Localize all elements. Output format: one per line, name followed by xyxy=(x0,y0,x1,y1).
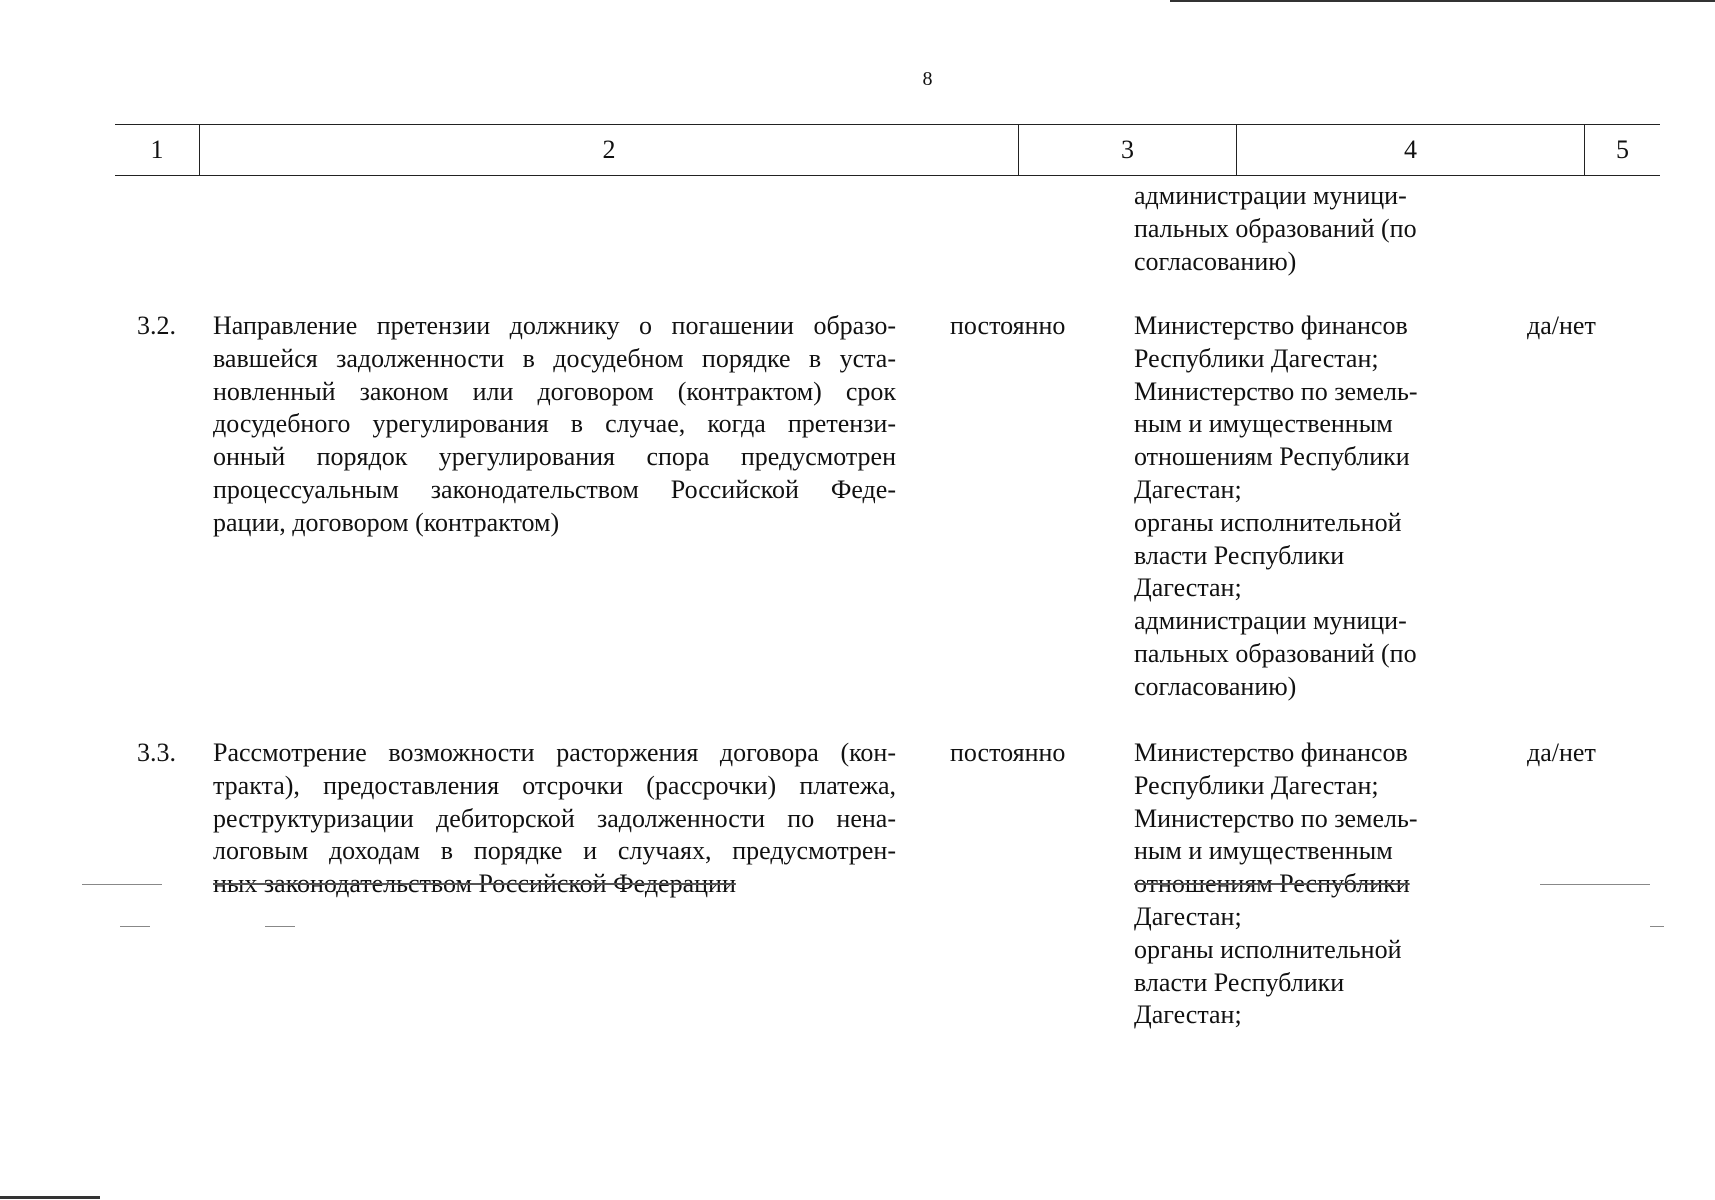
row-number: 3.3. xyxy=(137,738,176,767)
responsible-line: Министерство по земель- xyxy=(1134,803,1418,833)
description-line: новленный законом или договором (контрактом) срок xyxy=(213,376,896,406)
header-col-1: 1 xyxy=(115,125,200,175)
row-indicator: да/нет xyxy=(1527,738,1596,767)
responsible-line: Министерство по земель- xyxy=(1134,376,1418,406)
scan-artifact xyxy=(1650,926,1664,927)
description-line: рации, договором (контрактом) xyxy=(213,507,560,537)
responsible-line: администрации муници- xyxy=(1134,181,1407,210)
row-description xyxy=(213,737,896,901)
page-number: 8 xyxy=(922,68,933,90)
responsible-line: Дагестан; xyxy=(1134,474,1242,504)
row-term: постоянно xyxy=(950,311,1066,340)
row-indicator: да/нет xyxy=(1527,311,1596,340)
header-col-5: 5 xyxy=(1616,135,1629,164)
row-number: 3.2. xyxy=(137,311,176,340)
row-responsible xyxy=(1134,310,1454,704)
description-line: процессуальным законодательством Российской Феде- xyxy=(213,474,896,504)
responsible-line: Министерство финансов xyxy=(1134,738,1408,767)
responsible-line: Дагестан; xyxy=(1134,1000,1242,1030)
responsible-line: пальных образований (по xyxy=(1134,213,1417,243)
description-line: Направление претензии должнику о погашении образо- xyxy=(213,311,896,340)
responsible-line: власти Республики xyxy=(1134,540,1345,570)
responsible-line: органы исполнительной xyxy=(1134,934,1402,964)
responsible-line: согласованию) xyxy=(1134,246,1297,276)
scan-edge-bottom xyxy=(0,1196,100,1199)
description-line: логовым доходам в порядке и случаях, предусмотрен- xyxy=(213,836,896,866)
description-line: досудебного урегулирования в случае, когда претензи- xyxy=(213,409,896,439)
responsible-line: согласованию) xyxy=(1134,671,1297,701)
responsible-line: Республики Дагестан; xyxy=(1134,343,1379,373)
description-line: вавшейся задолженности в досудебном порядке в уста- xyxy=(213,343,896,373)
responsible-line: Министерство финансов xyxy=(1134,311,1408,340)
header-col-4: 4 xyxy=(1237,125,1585,175)
header-col-3: 3 xyxy=(1019,125,1237,175)
responsible-line: отношениям Республики xyxy=(1134,442,1410,472)
continuation-responsible xyxy=(1134,180,1454,278)
scan-artifact xyxy=(265,926,295,927)
responsible-line: ным и имущественным xyxy=(1134,409,1393,439)
scan-artifact xyxy=(1540,884,1650,885)
responsible-line: органы исполнительной xyxy=(1134,507,1402,537)
header-col-2: 2 xyxy=(200,125,1019,175)
description-line: тракта), предоставления отсрочки (рассрочки) платежа, xyxy=(213,770,896,800)
responsible-line: Дагестан; xyxy=(1134,573,1242,603)
responsible-line: ным и имущественным xyxy=(1134,836,1393,866)
scan-edge-top xyxy=(1170,0,1715,2)
responsible-line: отношениям Республики xyxy=(1134,869,1410,899)
table-header xyxy=(115,124,1660,176)
row-term: постоянно xyxy=(950,738,1066,767)
scan-artifact xyxy=(82,884,162,885)
row-responsible xyxy=(1134,737,1454,1032)
description-line: реструктуризации дебиторской задолженности по нена- xyxy=(213,803,896,833)
description-line: Рассмотрение возможности расторжения договора (кон- xyxy=(213,738,896,767)
responsible-line: пальных образований (по xyxy=(1134,638,1417,668)
responsible-line: власти Республики xyxy=(1134,967,1345,997)
scan-artifact xyxy=(120,926,150,927)
responsible-line: Республики Дагестан; xyxy=(1134,770,1379,800)
responsible-line: администрации муници- xyxy=(1134,606,1407,636)
responsible-line: Дагестан; xyxy=(1134,901,1242,931)
description-line: ных законодательством Российской Федерации xyxy=(213,869,736,899)
description-line: онный порядок урегулирования спора предусмотрен xyxy=(213,442,896,472)
row-description xyxy=(213,310,896,540)
